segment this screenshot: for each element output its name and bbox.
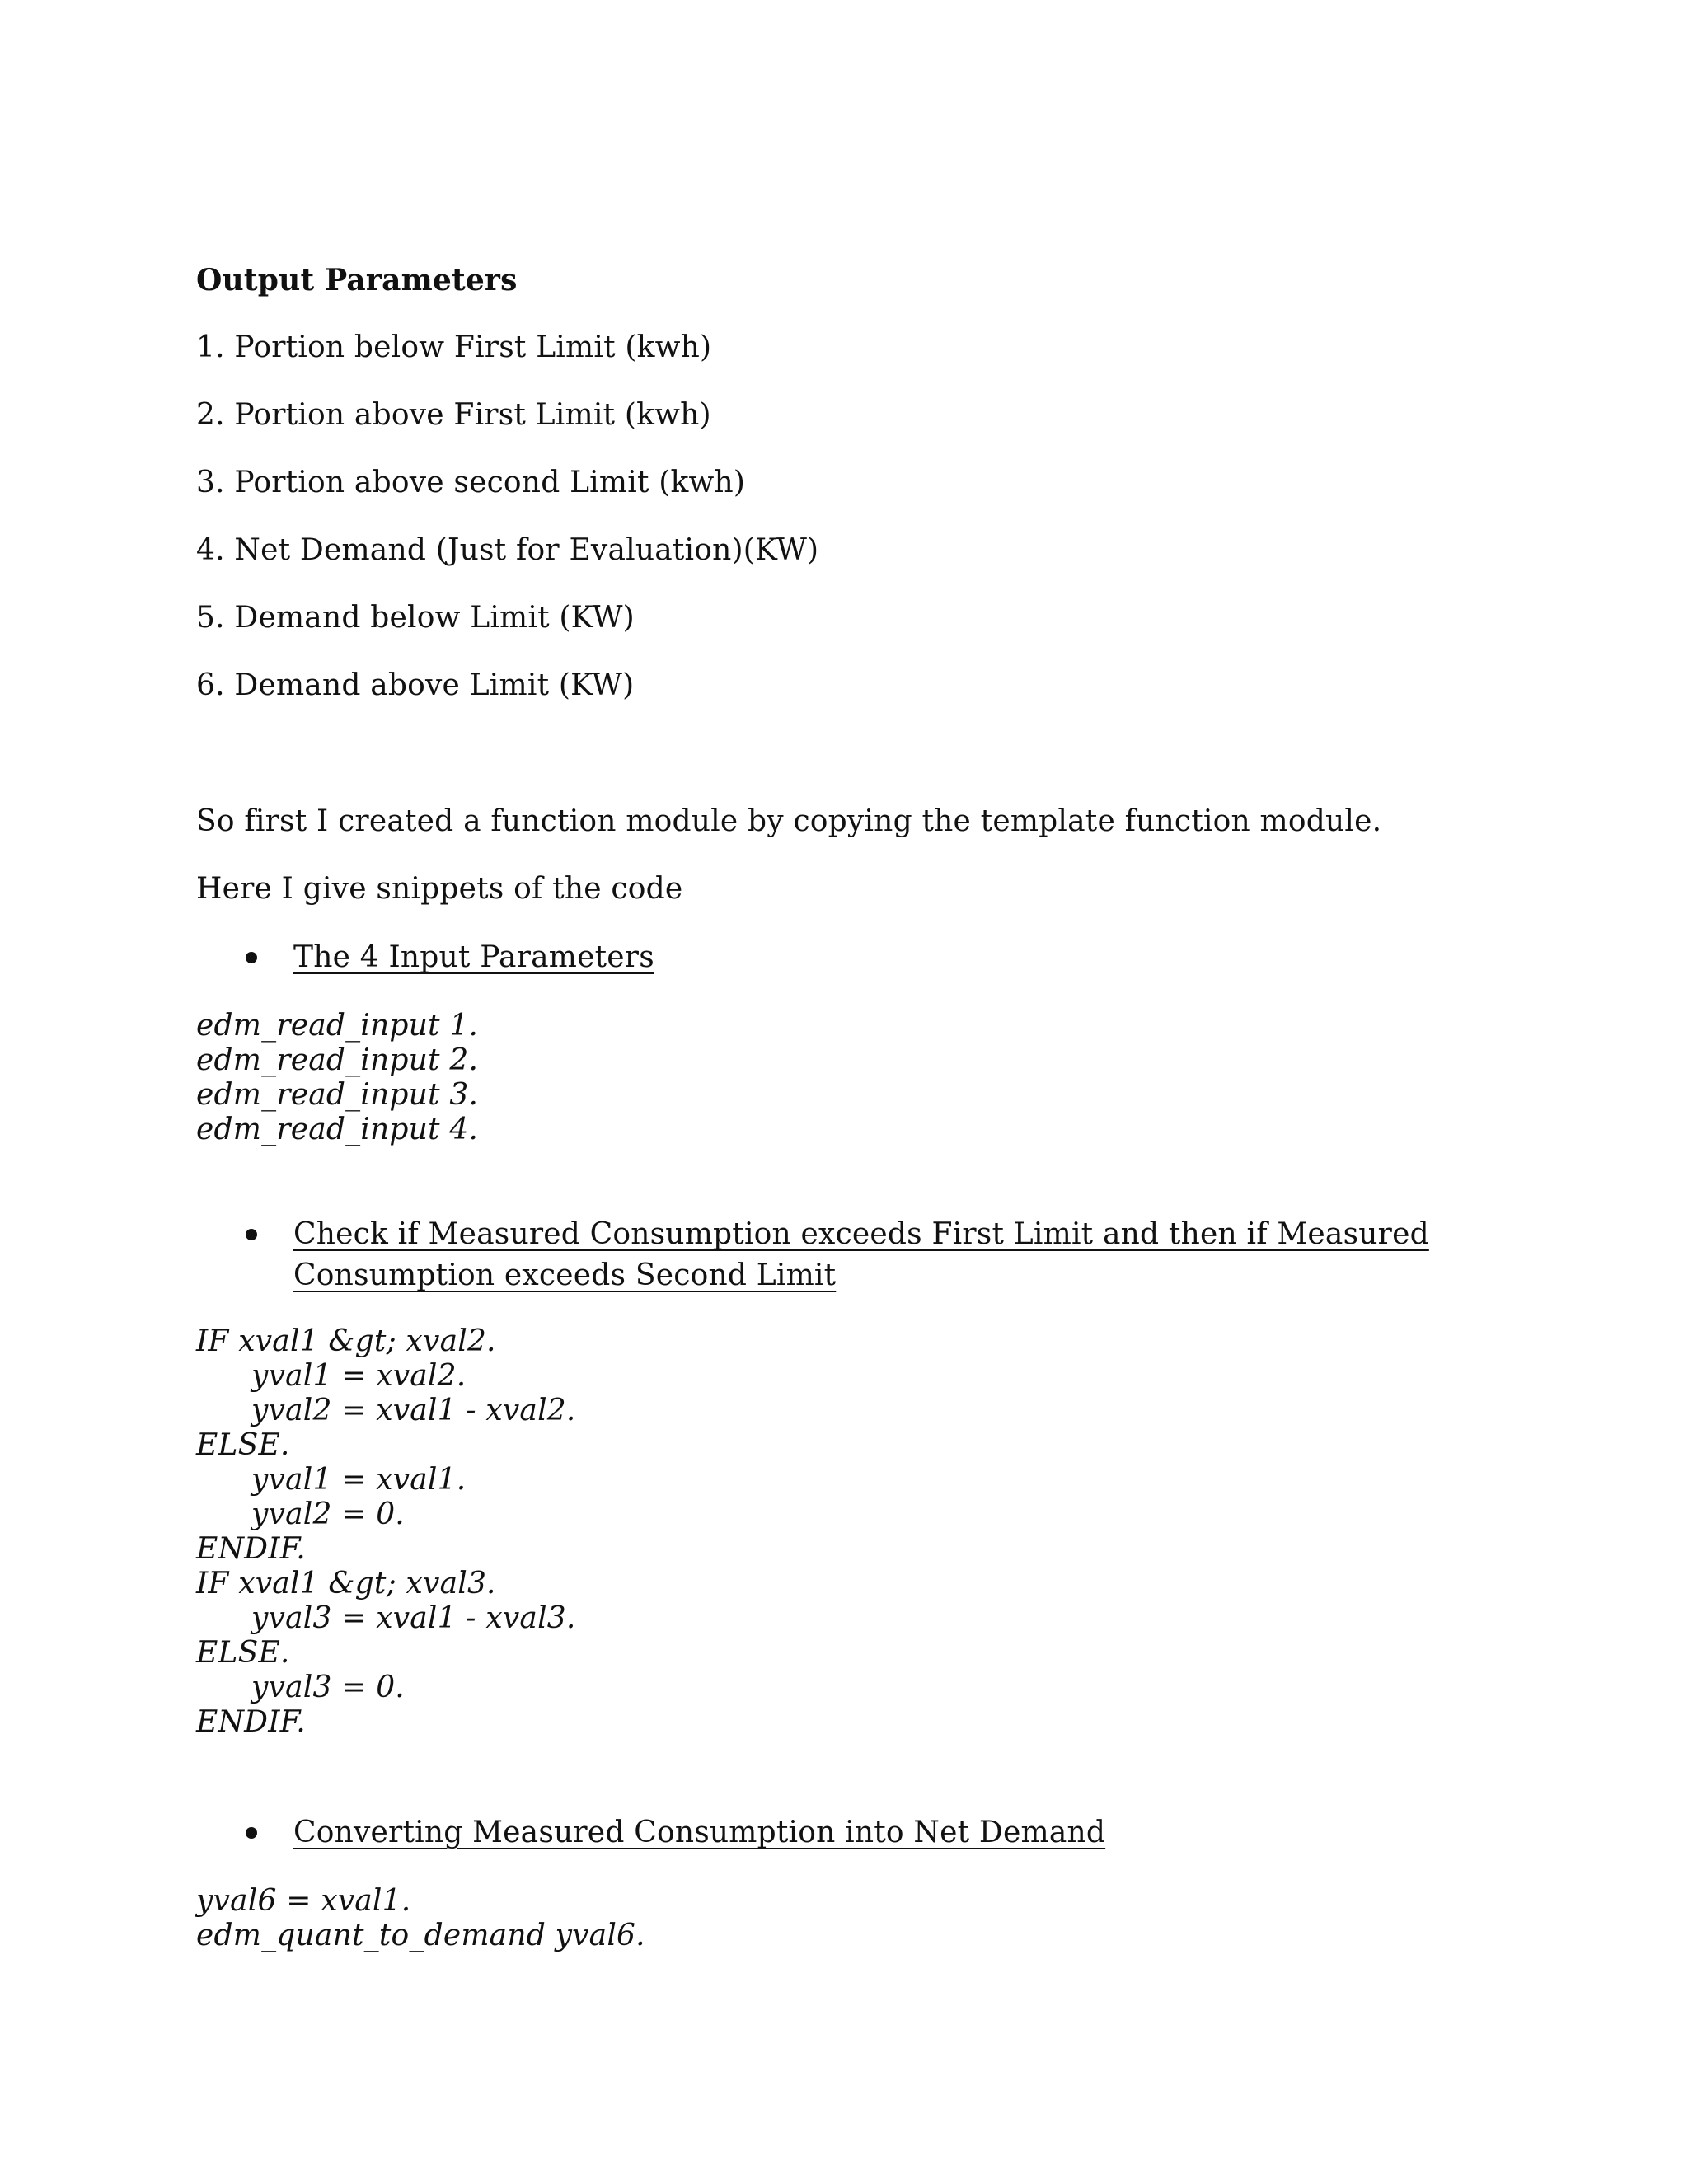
- code-line: yval1 = xval1.: [251, 1463, 467, 1497]
- code-line: edm_read_input 1.: [196, 1009, 479, 1043]
- code-line: yval6 = xval1.: [196, 1884, 411, 1918]
- output-parameter-item: 5. Demand below Limit (KW): [196, 601, 635, 635]
- output-parameter-item: 2. Portion above First Limit (kwh): [196, 398, 711, 432]
- output-parameter-item: 4. Net Demand (Just for Evaluation)(KW): [196, 533, 819, 567]
- section-title: The 4 Input Parameters: [293, 940, 654, 974]
- code-line: yval2 = xval1 - xval2.: [251, 1394, 576, 1427]
- code-line: IF xval1 &gt; xval3.: [196, 1567, 496, 1601]
- code-line: edm_read_input 4.: [196, 1113, 479, 1146]
- code-line: yval3 = 0.: [251, 1671, 405, 1704]
- code-line: ENDIF.: [196, 1705, 306, 1739]
- code-line: yval1 = xval2.: [251, 1359, 467, 1393]
- code-line: ENDIF.: [196, 1532, 306, 1566]
- code-line: edm_read_input 3.: [196, 1078, 479, 1112]
- bullet-icon: [246, 1827, 257, 1839]
- code-line: yval2 = 0.: [251, 1497, 405, 1531]
- code-line: IF xval1 &gt; xval2.: [196, 1324, 496, 1358]
- output-parameter-item: 6. Demand above Limit (KW): [196, 668, 635, 702]
- bullet-icon: [246, 952, 257, 963]
- output-parameter-item: 1. Portion below First Limit (kwh): [196, 330, 712, 364]
- code-line: ELSE.: [196, 1428, 290, 1462]
- code-line: ELSE.: [196, 1636, 290, 1670]
- snippets-intro: Here I give snippets of the code: [196, 872, 683, 906]
- output-parameters-heading: Output Parameters: [196, 263, 518, 298]
- section-title: Converting Measured Consumption into Net Demand: [293, 1816, 1106, 1849]
- output-parameter-item: 3. Portion above second Limit (kwh): [196, 466, 746, 499]
- code-line: edm_quant_to_demand yval6.: [196, 1919, 645, 1952]
- bullet-icon: [246, 1229, 257, 1240]
- code-line: yval3 = xval1 - xval3.: [251, 1601, 576, 1635]
- section-title: Consumption exceeds Second Limit: [293, 1258, 837, 1292]
- section-title: Check if Measured Consumption exceeds First Limit and then if Measured: [293, 1217, 1429, 1251]
- intro-paragraph: So first I created a function module by copying the template function module.: [196, 804, 1382, 838]
- code-line: edm_read_input 2.: [196, 1043, 479, 1077]
